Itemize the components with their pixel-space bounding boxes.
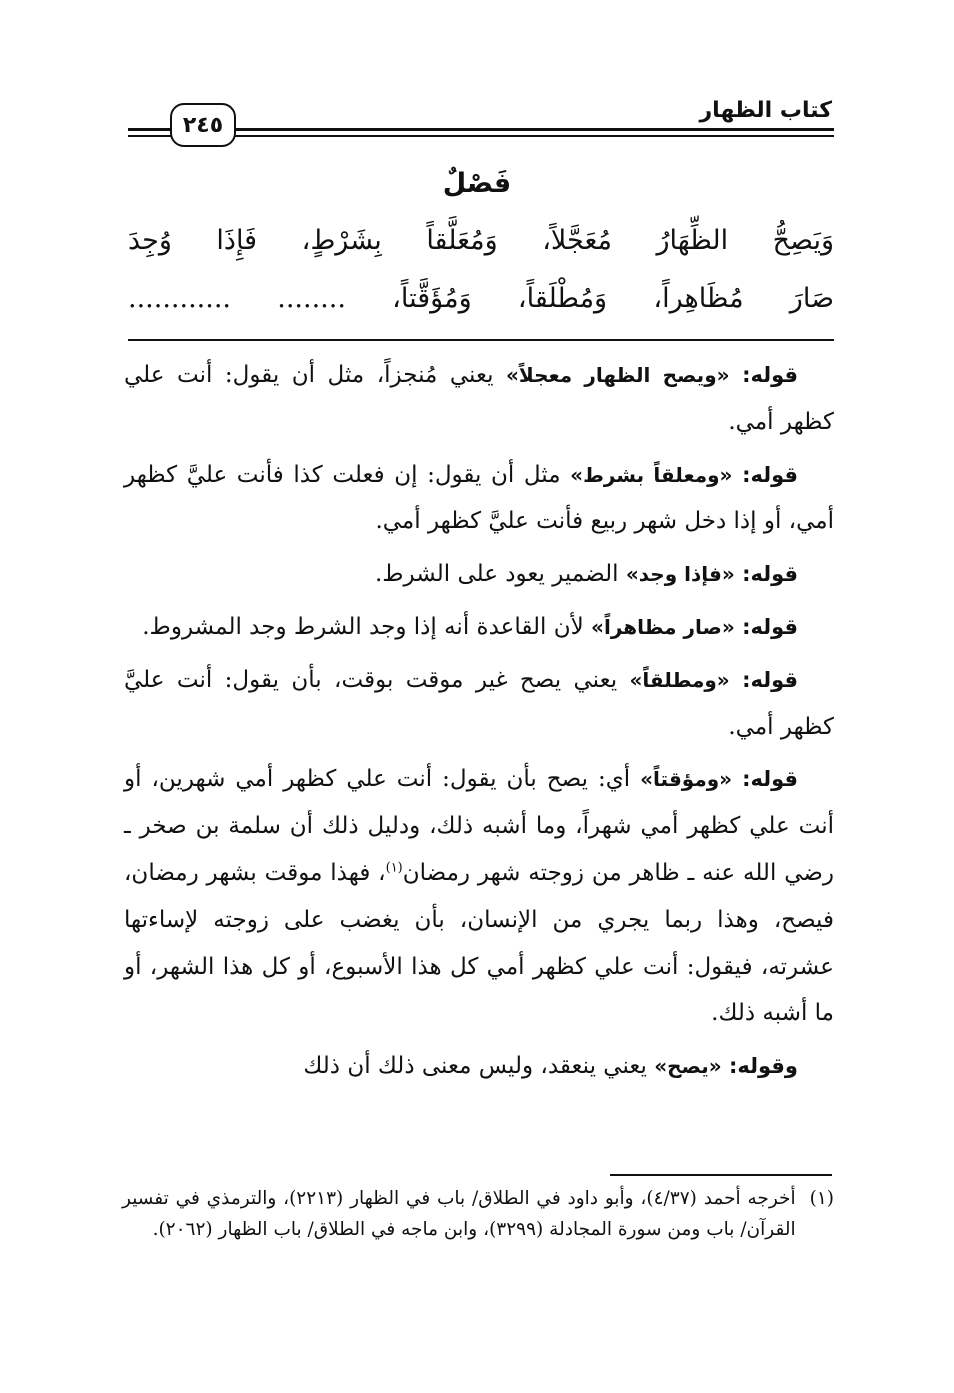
paragraph-label: قوله: (742, 614, 798, 639)
paragraph-label: وقوله: (729, 1054, 798, 1079)
paragraph-text: أي: يصح بأن يقول: أنت علي كظهر أمي شهرين، أو أنت علي كظهر أمي شهراً، وما أشبه ذلك، ودليل ذلك أن سلمة بن صخر ـ رضي الله عنه ـ ظاهر من زوجته شهر رمضان (124, 766, 834, 886)
paragraph-text: يعني ينعقد، وليس معنى ذلك أن ذلك (303, 1053, 655, 1080)
paragraph-label: قوله: (742, 462, 799, 487)
commentary-paragraph (124, 756, 834, 1037)
commentary-paragraph (124, 551, 834, 598)
footnote-text: أخرجه أحمد (٤/٣٧)، وأبو داود في الطلاق/ باب في الظهار (٢٢١٣)، والترمذي في تفسير القرآن/ باب ومن سورة المجادلة (٣٢٩٩)، وابن ماجه في الطلاق/ باب الظهار (٢٠٦٢). (122, 1188, 796, 1240)
quoted-phrase: «يصح» (654, 1054, 722, 1079)
paragraph-text: يعني يصح غير موقت بوقت، بأن يقول: أنت عليَّ كظهر أمي. (124, 666, 834, 740)
section-heading: فَصْلٌ (442, 168, 512, 199)
quoted-phrase: «صار مظاهراً» (591, 614, 735, 639)
quoted-phrase: «ومؤقتاً» (640, 767, 733, 792)
commentary-paragraph (124, 604, 834, 651)
paragraph-label: قوله: (742, 667, 799, 692)
page-number-badge (170, 103, 236, 147)
matn-line-2: صَارَ مُظَاهِراً، وَمُطْلَقاً، وَمُؤَقَّتاً، ........ ............ (128, 283, 834, 314)
paragraph-text: لأن القاعدة أنه إذا وجد الشرط وجد المشروط. (142, 613, 592, 640)
quoted-phrase: «ومعلقاً بشرط» (570, 462, 733, 487)
commentary-paragraph (124, 657, 834, 751)
footnote-number: (١) (809, 1188, 834, 1209)
footnote-separator (610, 1174, 832, 1176)
commentary-paragraph (124, 352, 834, 446)
quoted-phrase: «ومطلقاً» (629, 667, 730, 692)
matn-line-1: وَيَصِحُّ الظِّهَارُ مُعَجَّلاً، وَمُعَلَّقاً بِشَرْطٍ، فَإِذَا وُجِدَ (128, 225, 834, 256)
commentary-paragraph (124, 452, 834, 546)
paragraph-text: يعني مُنجزاً، مثل أن يقول: أنت علي كظهر أمي. (124, 362, 834, 435)
paragraph-text-continued: ، فهذا موقت بشهر رمضان، فيصح، وهذا ربما يجري من الإنسان، بأن يغضب على زوجته لإساءتها عشرته، فيقول: أنت علي كظهر أمي كل هذا الأسبوع، أو كل هذا الشهر، أو ما أشبه ذلك. (124, 859, 834, 1027)
commentary-body (124, 352, 834, 1096)
footnote-reference[interactable]: (١) (385, 860, 403, 876)
footnote (122, 1183, 834, 1245)
quoted-phrase: «فإذا وجد» (625, 562, 735, 587)
paragraph-text: الضمير يعود على الشرط. (374, 561, 626, 588)
quoted-phrase: «ويصح الظهار معجلاً» (505, 363, 730, 387)
running-header-title: كتاب الظهار (699, 98, 832, 123)
page-number: ٢٤٥ (182, 112, 224, 138)
paragraph-label: قوله: (742, 562, 798, 587)
commentary-paragraph (124, 1043, 834, 1090)
paragraph-text: مثل أن يقول: إن فعلت كذا فأنت عليَّ كظهر أمي، أو إذا دخل شهر ربيع فأنت عليَّ كظهر أمي. (124, 461, 834, 535)
paragraph-label: قوله: (742, 363, 798, 387)
paragraph-label: قوله: (742, 767, 798, 792)
matn-separator-rule (128, 339, 834, 341)
